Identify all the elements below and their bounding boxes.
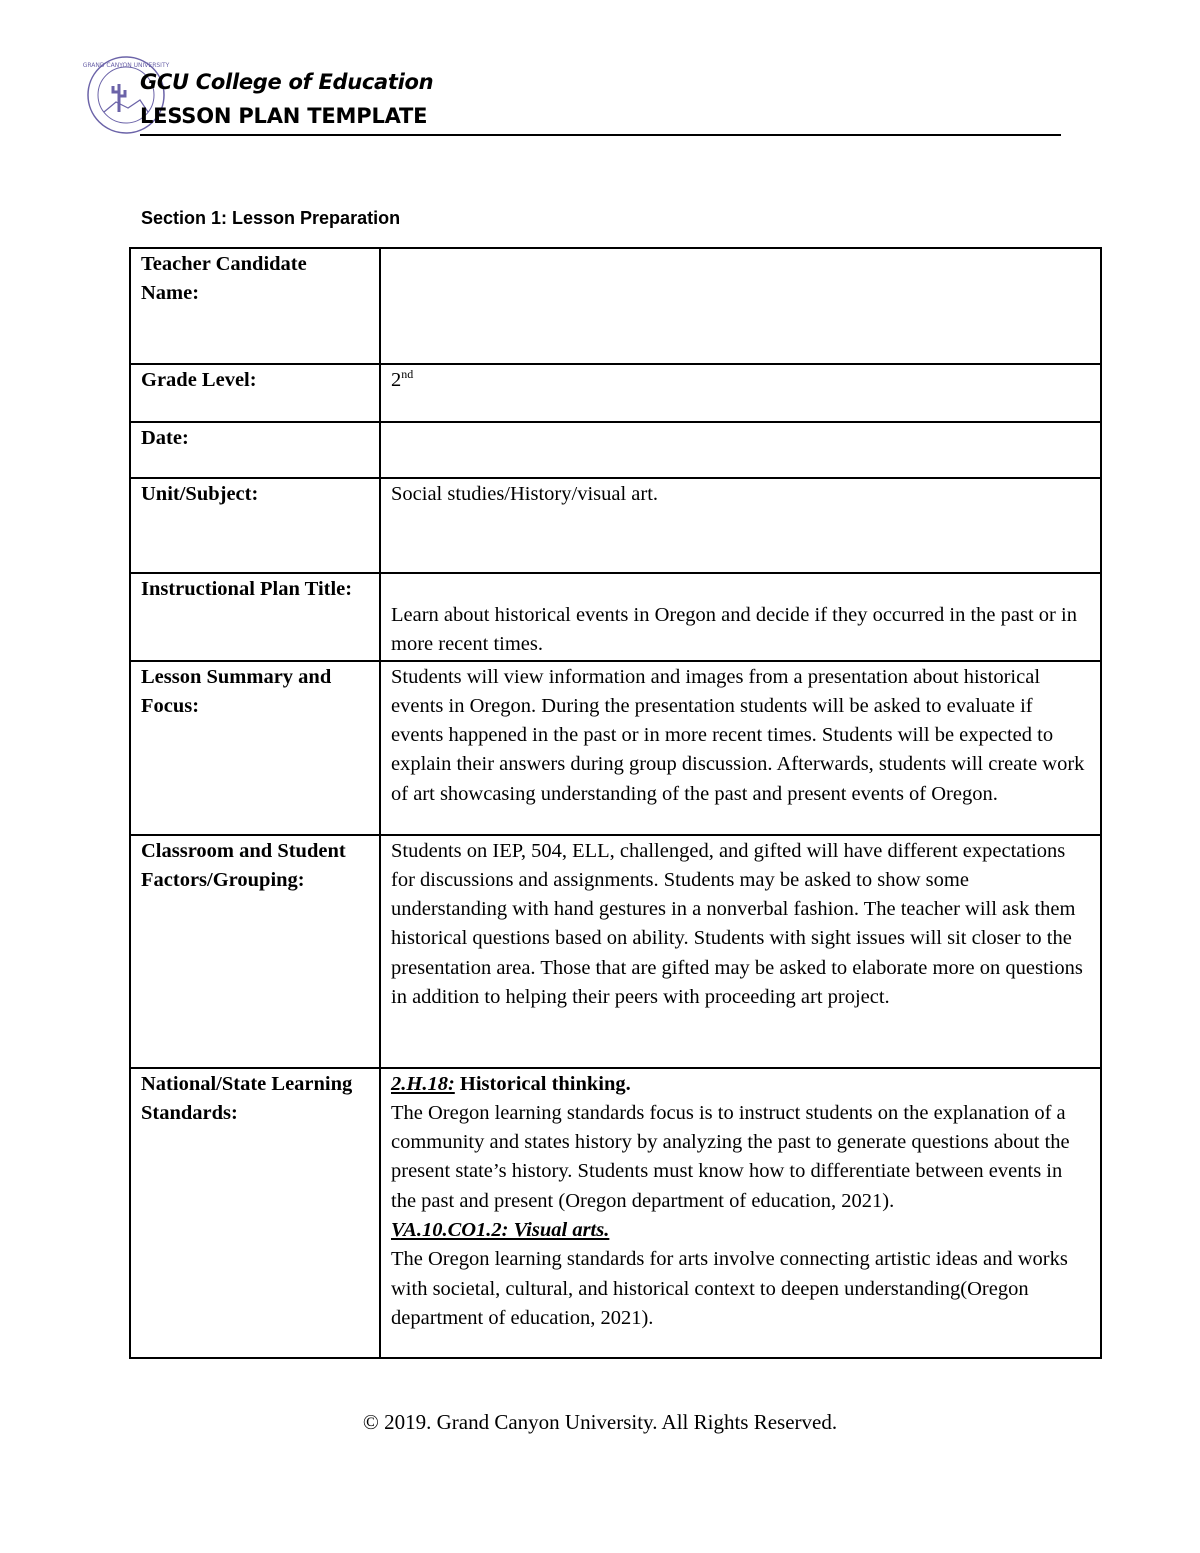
college-name: GCU College of Education [140, 70, 434, 94]
standard-1-heading [391, 1070, 1090, 1099]
table-row-title [130, 573, 1101, 661]
table-row-grade [130, 364, 1101, 422]
classroom-factors-value[interactable]: Students on IEP, 504, ELL, challenged, and gifted will have different expectations for discussions and assignments. Students may be asked to show some understanding with hand gestures in a nonverbal fashion. The teacher will ask them historical questions based on ability. Students with sight issues will sit closer to the presentation area. Those that are gifted may be asked to elaborate more on questions in addition to helping their peers with proceeding art project. [380, 835, 1101, 1068]
standard-1-code: 2.H.18: [391, 1072, 455, 1095]
table-row-teacher [130, 248, 1101, 364]
header-rule [140, 134, 1061, 136]
table-row-standards [130, 1068, 1101, 1358]
copyright-footer: © 2019. Grand Canyon University. All Rights Reserved. [362, 1410, 838, 1434]
date-field[interactable] [380, 422, 1101, 478]
grade-number: 2 [391, 369, 402, 391]
lesson-summary-value[interactable]: Students will view information and images from a presentation about historical events in Oregon. During the presentation students will be asked to evaluate if events happened in the past or in more recent times. Students will be expected to explain their answers during group discussion. Afterwards, students will create work of art showcasing understanding of the past and present events of Oregon. [380, 661, 1101, 835]
standard-1-text: The Oregon learning standards focus is to instruct students on the explanation of a community and states history by analyzing the past to generate questions about the present state’s history. Students must know how to differentiate between events in the past and present (Oregon department of education, 2021). [391, 1101, 1070, 1212]
instructional-plan-title-value[interactable] [380, 573, 1101, 661]
label-unit-subject: Unit/Subject: [130, 478, 380, 573]
grade-level-value[interactable] [380, 364, 1101, 422]
learning-standards-value[interactable] [380, 1068, 1101, 1358]
label-classroom-factors: Classroom and Student Factors/Grouping: [130, 835, 380, 1068]
label-learning-standards: National/State Learning Standards: [130, 1068, 380, 1358]
document-title: LESSON PLAN TEMPLATE [140, 104, 428, 128]
lesson-plan-table [129, 247, 1102, 1359]
grade-suffix: nd [401, 367, 414, 381]
table-row-classroom [130, 835, 1101, 1068]
table-row-unit [130, 478, 1101, 573]
label-instructional-plan-title: Instructional Plan Title: [130, 573, 380, 661]
document-header [82, 42, 1061, 152]
table-row-summary [130, 661, 1101, 835]
seal-text: GRAND CANYON UNIVERSITY [82, 62, 170, 69]
label-date: Date: [130, 422, 380, 478]
label-grade-level: Grade Level: [130, 364, 380, 422]
standard-1-title: Historical thinking. [454, 1072, 631, 1095]
standard-2-code: VA.10.CO1.2: Visual arts. [391, 1219, 610, 1242]
label-lesson-summary: Lesson Summary and Focus: [130, 661, 380, 835]
unit-subject-value[interactable]: Social studies/History/visual art. [380, 478, 1101, 573]
label-teacher-candidate: Teacher Candidate Name: [130, 248, 380, 364]
title-text: Learn about historical events in Oregon and decide if they occurred in the past or in more recent times. [391, 604, 1077, 656]
table-row-date [130, 422, 1101, 478]
standard-2-text: The Oregon learning standards for arts involve connecting artistic ideas and works with societal, cultural, and historical context to deepen understanding(Oregon department of education, 2021). [391, 1248, 1068, 1329]
teacher-name-field[interactable] [380, 248, 1101, 364]
section-title: Section 1: Lesson Preparation [141, 208, 401, 228]
